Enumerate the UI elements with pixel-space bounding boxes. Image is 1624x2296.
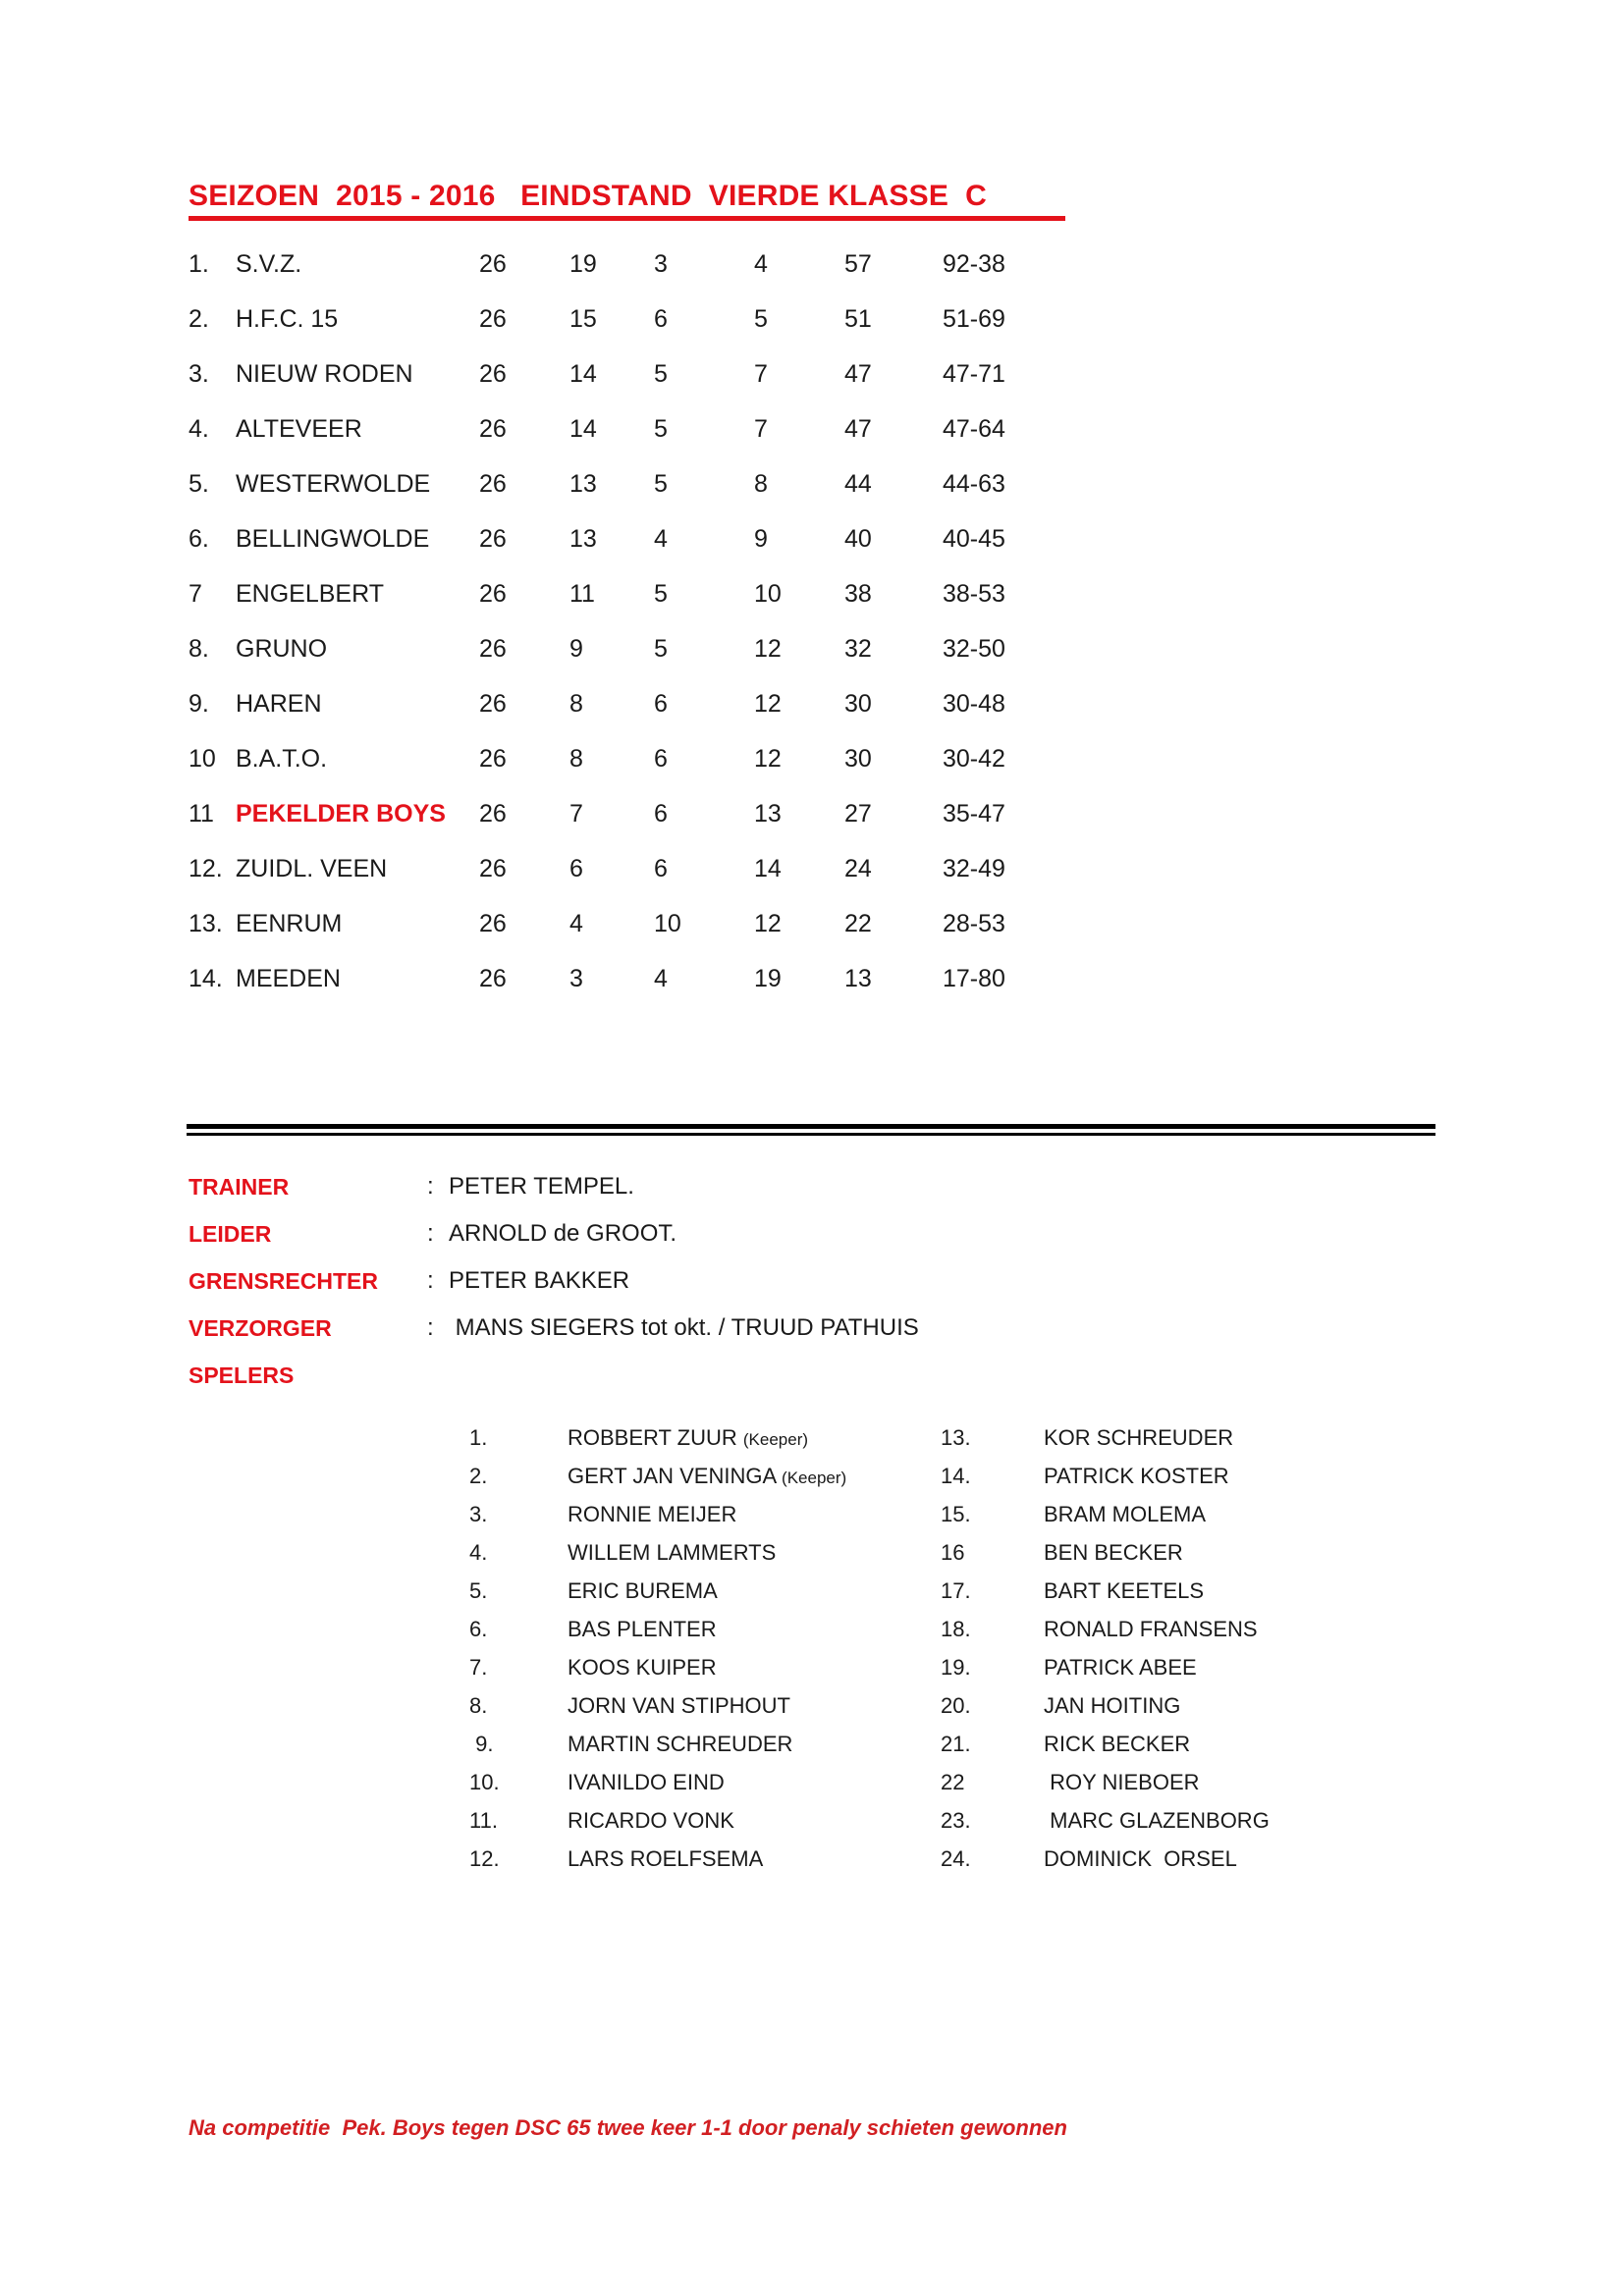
standings-cell-lost: 14 <box>754 855 782 882</box>
player-name-right: BRAM MOLEMA <box>1044 1502 1207 1526</box>
staff-label: VERZORGER <box>189 1315 332 1341</box>
standings-cell-team: GRUNO <box>236 635 328 663</box>
standings-cell-lost: 12 <box>754 635 782 663</box>
standings-cell-won: 14 <box>569 415 597 443</box>
standings-cell-played: 26 <box>479 690 507 718</box>
player-name-left-text: BAS PLENTER <box>568 1617 717 1641</box>
standings-cell-lost: 12 <box>754 910 782 937</box>
standings-cell-points: 57 <box>844 250 872 278</box>
list-item <box>469 1617 1451 1655</box>
player-name-right: MARC GLAZENBORG <box>1044 1808 1270 1833</box>
standings-cell-goals: 35-47 <box>943 800 1005 828</box>
player-name-right: BEN BECKER <box>1044 1540 1183 1565</box>
player-name-left <box>568 1540 941 1566</box>
table-row <box>189 690 1445 745</box>
staff-label: LEIDER <box>189 1221 272 1247</box>
player-name-left <box>568 1578 941 1604</box>
standings-cell-won: 13 <box>569 525 597 553</box>
standings-cell-goals: 38-53 <box>943 580 1005 608</box>
staff-colon: : <box>427 1173 434 1200</box>
standings-cell-team: H.F.C. 15 <box>236 305 339 333</box>
list-item <box>469 1808 1451 1846</box>
player-name-left <box>568 1846 941 1872</box>
player-name-left <box>568 1808 941 1834</box>
player-name-left-text: RICARDO VONK <box>568 1808 734 1833</box>
staff-colon: : <box>427 1314 434 1341</box>
standings-cell-drawn: 4 <box>654 965 668 992</box>
player-name-left <box>568 1732 941 1757</box>
list-item <box>469 1540 1451 1578</box>
standings-cell-drawn: 5 <box>654 360 668 388</box>
player-name-right: JAN HOITING <box>1044 1693 1181 1718</box>
player-name-right: PATRICK KOSTER <box>1044 1464 1229 1488</box>
staff-row <box>189 1221 1465 1247</box>
standings-cell-played: 26 <box>479 580 507 608</box>
standings-cell-rank: 8. <box>189 635 209 663</box>
player-number-right: 22 <box>941 1770 965 1794</box>
player-number-right: 24. <box>941 1846 971 1871</box>
player-number-right: 23. <box>941 1808 971 1833</box>
standings-cell-lost: 12 <box>754 690 782 718</box>
table-row <box>189 965 1445 992</box>
player-number-left: 1. <box>469 1425 488 1450</box>
standings-cell-played: 26 <box>479 745 507 773</box>
standings-cell-rank: 13. <box>189 910 223 937</box>
player-name-left <box>568 1693 941 1719</box>
list-item <box>469 1770 1451 1808</box>
player-name-left <box>568 1655 941 1681</box>
standings-cell-rank: 4. <box>189 415 209 443</box>
standings-cell-points: 32 <box>844 635 872 663</box>
standings-cell-team: B.A.T.O. <box>236 745 328 773</box>
standings-cell-won: 9 <box>569 635 583 663</box>
page-title: SEIZOEN 2015 - 2016 EINDSTAND VIERDE KLASSE C <box>189 180 987 212</box>
standings-cell-drawn: 6 <box>654 305 668 333</box>
player-number-right: 19. <box>941 1655 971 1680</box>
players-list <box>469 1425 1451 1885</box>
player-name-left <box>568 1425 941 1453</box>
player-name-right: DOMINICK ORSEL <box>1044 1846 1237 1871</box>
player-number-left: 3. <box>469 1502 488 1526</box>
standings-cell-goals: 32-49 <box>943 855 1005 882</box>
list-item <box>469 1464 1451 1502</box>
player-number-right: 20. <box>941 1693 971 1718</box>
standings-cell-played: 26 <box>479 415 507 443</box>
player-number-right: 15. <box>941 1502 971 1526</box>
player-number-left: 4. <box>469 1540 488 1565</box>
standings-cell-drawn: 10 <box>654 910 681 937</box>
player-name-left-text: WILLEM LAMMERTS <box>568 1540 777 1565</box>
player-number-left: 8. <box>469 1693 488 1718</box>
standings-cell-rank: 6. <box>189 525 209 553</box>
standings-cell-rank: 10 <box>189 745 216 773</box>
standings-cell-rank: 12. <box>189 855 223 882</box>
standings-cell-won: 19 <box>569 250 597 278</box>
player-number-right: 21. <box>941 1732 971 1756</box>
standings-cell-points: 30 <box>844 690 872 718</box>
standings-cell-goals: 51-69 <box>943 305 1005 333</box>
standings-cell-played: 26 <box>479 855 507 882</box>
standings-cell-team: MEEDEN <box>236 965 341 992</box>
player-name-left-text: JORN VAN STIPHOUT <box>568 1693 790 1718</box>
staff-value: ARNOLD de GROOT. <box>449 1220 677 1247</box>
standings-cell-points: 24 <box>844 855 872 882</box>
staff-row <box>189 1268 1465 1294</box>
standings-cell-played: 26 <box>479 800 507 828</box>
standings-cell-played: 26 <box>479 910 507 937</box>
standings-cell-played: 26 <box>479 965 507 992</box>
player-number-right: 16 <box>941 1540 965 1565</box>
standings-cell-drawn: 6 <box>654 690 668 718</box>
standings-cell-lost: 7 <box>754 360 768 388</box>
standings-cell-won: 14 <box>569 360 597 388</box>
table-row <box>189 745 1445 800</box>
standings-cell-played: 26 <box>479 305 507 333</box>
standings-cell-played: 26 <box>479 525 507 553</box>
standings-cell-goals: 40-45 <box>943 525 1005 553</box>
list-item <box>469 1425 1451 1464</box>
player-number-left: 10. <box>469 1770 500 1794</box>
player-number-right: 14. <box>941 1464 971 1488</box>
standings-cell-drawn: 5 <box>654 470 668 498</box>
player-name-left-text: RONNIE MEIJER <box>568 1502 737 1526</box>
standings-cell-rank: 14. <box>189 965 223 992</box>
staff-label: TRAINER <box>189 1174 290 1200</box>
title-underline <box>189 216 1065 221</box>
footer-note: Na competitie Pek. Boys tegen DSC 65 twee keer 1-1 door penaly schieten gewonnen <box>189 2115 1067 2140</box>
player-name-right: ROY NIEBOER <box>1044 1770 1200 1794</box>
staff-row-spelers <box>189 1362 1465 1388</box>
standings-cell-won: 8 <box>569 745 583 773</box>
standings-cell-lost: 12 <box>754 745 782 773</box>
player-name-left <box>568 1464 941 1491</box>
staff-value: PETER TEMPEL. <box>449 1173 634 1200</box>
standings-cell-lost: 5 <box>754 305 768 333</box>
standings-cell-won: 4 <box>569 910 583 937</box>
divider-line-thin <box>187 1133 1435 1136</box>
standings-cell-drawn: 5 <box>654 635 668 663</box>
standings-cell-points: 27 <box>844 800 872 828</box>
standings-cell-played: 26 <box>479 470 507 498</box>
standings-cell-drawn: 5 <box>654 580 668 608</box>
standings-cell-played: 26 <box>479 250 507 278</box>
player-name-left <box>568 1770 941 1795</box>
standings-cell-won: 6 <box>569 855 583 882</box>
player-number-left: 7. <box>469 1655 488 1680</box>
standings-cell-points: 44 <box>844 470 872 498</box>
standings-cell-team: WESTERWOLDE <box>236 470 431 498</box>
standings-cell-points: 40 <box>844 525 872 553</box>
table-row <box>189 470 1445 525</box>
table-row <box>189 910 1445 965</box>
standings-cell-team: NIEUW RODEN <box>236 360 413 388</box>
standings-cell-goals: 30-48 <box>943 690 1005 718</box>
standings-cell-lost: 13 <box>754 800 782 828</box>
player-name-right: RONALD FRANSENS <box>1044 1617 1258 1641</box>
standings-cell-rank: 2. <box>189 305 209 333</box>
player-name-right: RICK BECKER <box>1044 1732 1191 1756</box>
standings-cell-team: PEKELDER BOYS <box>236 800 446 828</box>
table-row <box>189 580 1445 635</box>
staff-colon: : <box>427 1220 434 1247</box>
standings-cell-rank: 5. <box>189 470 209 498</box>
standings-cell-lost: 8 <box>754 470 768 498</box>
player-number-right: 13. <box>941 1425 971 1450</box>
standings-cell-won: 11 <box>569 580 595 608</box>
standings-cell-goals: 17-80 <box>943 965 1005 992</box>
standings-cell-points: 47 <box>844 415 872 443</box>
standings-cell-team: ENGELBERT <box>236 580 384 608</box>
player-name-left-text: LARS ROELFSEMA <box>568 1846 764 1871</box>
standings-cell-rank: 11 <box>189 800 214 828</box>
section-divider <box>187 1124 1435 1136</box>
player-number-left: 12. <box>469 1846 500 1871</box>
standings-cell-team: BELLINGWOLDE <box>236 525 430 553</box>
player-name-left-text: KOOS KUIPER <box>568 1655 717 1680</box>
standings-cell-lost: 7 <box>754 415 768 443</box>
player-number-left: 2. <box>469 1464 488 1488</box>
table-row <box>189 250 1445 305</box>
standings-cell-goals: 28-53 <box>943 910 1005 937</box>
standings-cell-played: 26 <box>479 360 507 388</box>
standings-cell-lost: 4 <box>754 250 768 278</box>
keeper-tag: (Keeper) <box>742 1430 809 1449</box>
standings-cell-played: 26 <box>479 635 507 663</box>
player-name-left-text: IVANILDO EIND <box>568 1770 725 1794</box>
player-number-right: 18. <box>941 1617 971 1641</box>
standings-cell-goals: 32-50 <box>943 635 1005 663</box>
player-name-left-text: ERIC BUREMA <box>568 1578 718 1603</box>
standings-cell-rank: 3. <box>189 360 209 388</box>
list-item <box>469 1693 1451 1732</box>
standings-cell-rank: 1. <box>189 250 209 278</box>
standings-cell-drawn: 6 <box>654 800 668 828</box>
player-name-right: PATRICK ABEE <box>1044 1655 1197 1680</box>
standings-cell-points: 13 <box>844 965 872 992</box>
standings-cell-drawn: 3 <box>654 250 668 278</box>
standings-cell-points: 51 <box>844 305 872 333</box>
player-number-left: 6. <box>469 1617 488 1641</box>
standings-cell-goals: 92-38 <box>943 250 1005 278</box>
standings-cell-points: 38 <box>844 580 872 608</box>
staff-value: PETER BAKKER <box>449 1267 630 1294</box>
list-item <box>469 1732 1451 1770</box>
standings-cell-won: 8 <box>569 690 583 718</box>
staff-row <box>189 1174 1465 1200</box>
list-item <box>469 1502 1451 1540</box>
standings-cell-team: S.V.Z. <box>236 250 302 278</box>
table-row <box>189 360 1445 415</box>
player-name-left-text: ROBBERT ZUUR <box>568 1425 743 1450</box>
standings-cell-points: 22 <box>844 910 872 937</box>
standings-cell-team: HAREN <box>236 690 322 718</box>
list-item <box>469 1578 1451 1617</box>
standings-cell-team: ZUIDL. VEEN <box>236 855 388 882</box>
staff-row <box>189 1315 1465 1341</box>
table-row <box>189 635 1445 690</box>
player-name-left-text: GERT JAN VENINGA <box>568 1464 783 1488</box>
table-row <box>189 415 1445 470</box>
staff-label-spelers: SPELERS <box>189 1362 295 1388</box>
standings-cell-lost: 9 <box>754 525 768 553</box>
player-name-right: BART KEETELS <box>1044 1578 1205 1603</box>
staff-label: GRENSRECHTER <box>189 1268 378 1294</box>
page-title-block <box>189 180 1065 221</box>
player-name-left-text: MARTIN SCHREUDER <box>568 1732 793 1756</box>
staff-colon: : <box>427 1267 434 1294</box>
standings-table <box>189 250 1445 992</box>
player-name-left <box>568 1502 941 1527</box>
player-name-left <box>568 1617 941 1642</box>
standings-cell-rank: 9. <box>189 690 209 718</box>
standings-cell-points: 30 <box>844 745 872 773</box>
standings-cell-points: 47 <box>844 360 872 388</box>
standings-cell-won: 3 <box>569 965 583 992</box>
list-item <box>469 1846 1451 1885</box>
table-row <box>189 525 1445 580</box>
standings-cell-goals: 47-64 <box>943 415 1005 443</box>
list-item <box>469 1655 1451 1693</box>
player-number-left: 11. <box>469 1808 498 1833</box>
standings-cell-team: ALTEVEER <box>236 415 362 443</box>
standings-cell-team: EENRUM <box>236 910 343 937</box>
standings-cell-rank: 7 <box>189 580 202 608</box>
standings-cell-lost: 19 <box>754 965 782 992</box>
standings-cell-drawn: 4 <box>654 525 668 553</box>
standings-cell-drawn: 5 <box>654 415 668 443</box>
staff-section <box>189 1174 1465 1410</box>
player-number-left: 5. <box>469 1578 488 1603</box>
standings-cell-drawn: 6 <box>654 855 668 882</box>
player-name-right: KOR SCHREUDER <box>1044 1425 1234 1450</box>
staff-value: MANS SIEGERS tot okt. / TRUUD PATHUIS <box>449 1314 919 1341</box>
standings-cell-goals: 44-63 <box>943 470 1005 498</box>
standings-cell-goals: 47-71 <box>943 360 1005 388</box>
standings-cell-won: 13 <box>569 470 597 498</box>
table-row <box>189 800 1445 855</box>
standings-cell-drawn: 6 <box>654 745 668 773</box>
player-number-right: 17. <box>941 1578 971 1603</box>
player-number-left: 9. <box>469 1732 494 1756</box>
standings-cell-goals: 30-42 <box>943 745 1005 773</box>
table-row <box>189 305 1445 360</box>
standings-cell-won: 7 <box>569 800 583 828</box>
standings-cell-lost: 10 <box>754 580 782 608</box>
standings-cell-won: 15 <box>569 305 597 333</box>
keeper-tag: (Keeper) <box>782 1468 847 1487</box>
table-row <box>189 855 1445 910</box>
